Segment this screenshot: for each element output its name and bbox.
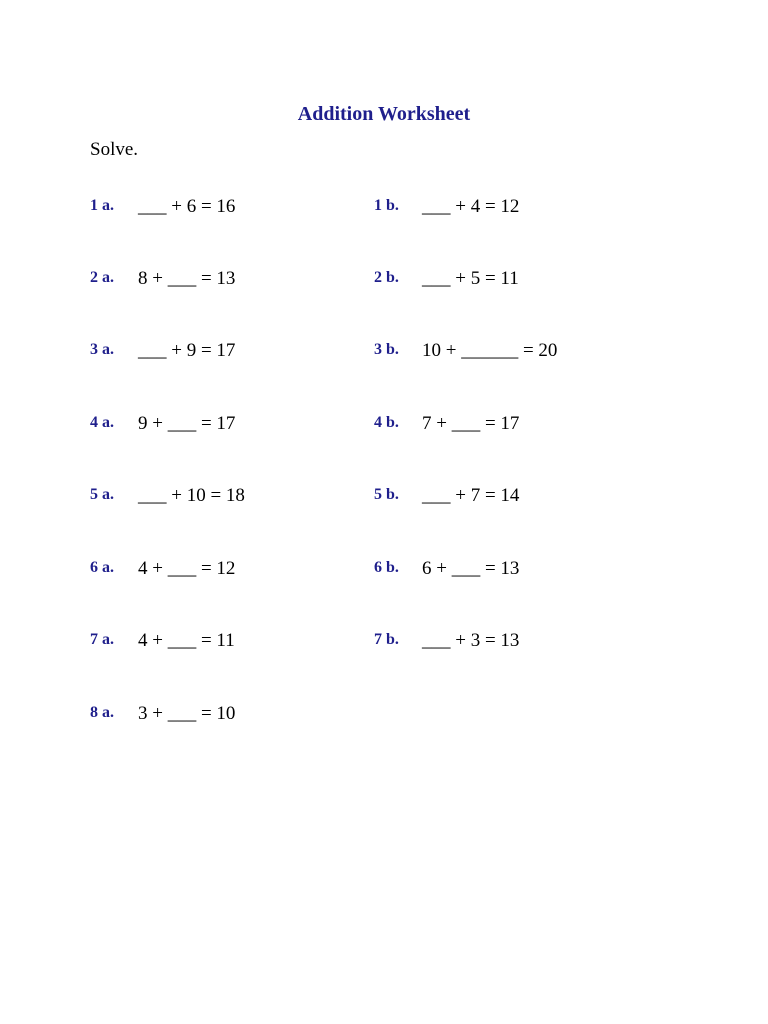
problem-equation: 10 + ______ = 20: [422, 340, 558, 361]
problem-equation: ___ + 10 = 18: [138, 485, 245, 506]
problem-label: 4 b.: [374, 414, 399, 431]
problem-label: 4 a.: [90, 414, 114, 431]
problem-equation: 3 + ___ = 10: [138, 703, 236, 724]
problem-label: 8 a.: [90, 704, 114, 721]
problem-equation: 6 + ___ = 13: [422, 558, 520, 579]
problem-label: 1 b.: [374, 197, 399, 214]
problem-equation: ___ + 5 = 11: [422, 268, 519, 289]
page-title: Addition Worksheet: [297, 103, 471, 125]
problem-label: 3 a.: [90, 341, 114, 358]
problem-equation: 7 + ___ = 17: [422, 413, 520, 434]
problem-equation: 4 + ___ = 11: [138, 630, 235, 651]
problem-label: 3 b.: [374, 341, 399, 358]
problem-label: 5 a.: [90, 486, 114, 503]
problem-label: 6 a.: [90, 559, 114, 576]
problem-equation: ___ + 9 = 17: [138, 340, 236, 361]
problem-label: 2 a.: [90, 269, 114, 286]
problem-equation: ___ + 7 = 14: [422, 485, 520, 506]
problem-label: 5 b.: [374, 486, 399, 503]
problem-equation: ___ + 4 = 12: [422, 196, 520, 217]
problem-label: 6 b.: [374, 559, 399, 576]
problem-equation: 4 + ___ = 12: [138, 558, 236, 579]
problem-equation: ___ + 6 = 16: [138, 196, 236, 217]
problem-label: 1 a.: [90, 197, 114, 214]
instructions: Solve.: [90, 139, 139, 160]
problem-equation: 8 + ___ = 13: [138, 268, 236, 289]
problem-equation: ___ + 3 = 13: [422, 630, 520, 651]
problem-label: 7 b.: [374, 631, 399, 648]
problem-equation: 9 + ___ = 17: [138, 413, 236, 434]
problem-label: 7 a.: [90, 631, 114, 648]
problem-label: 2 b.: [374, 269, 399, 286]
